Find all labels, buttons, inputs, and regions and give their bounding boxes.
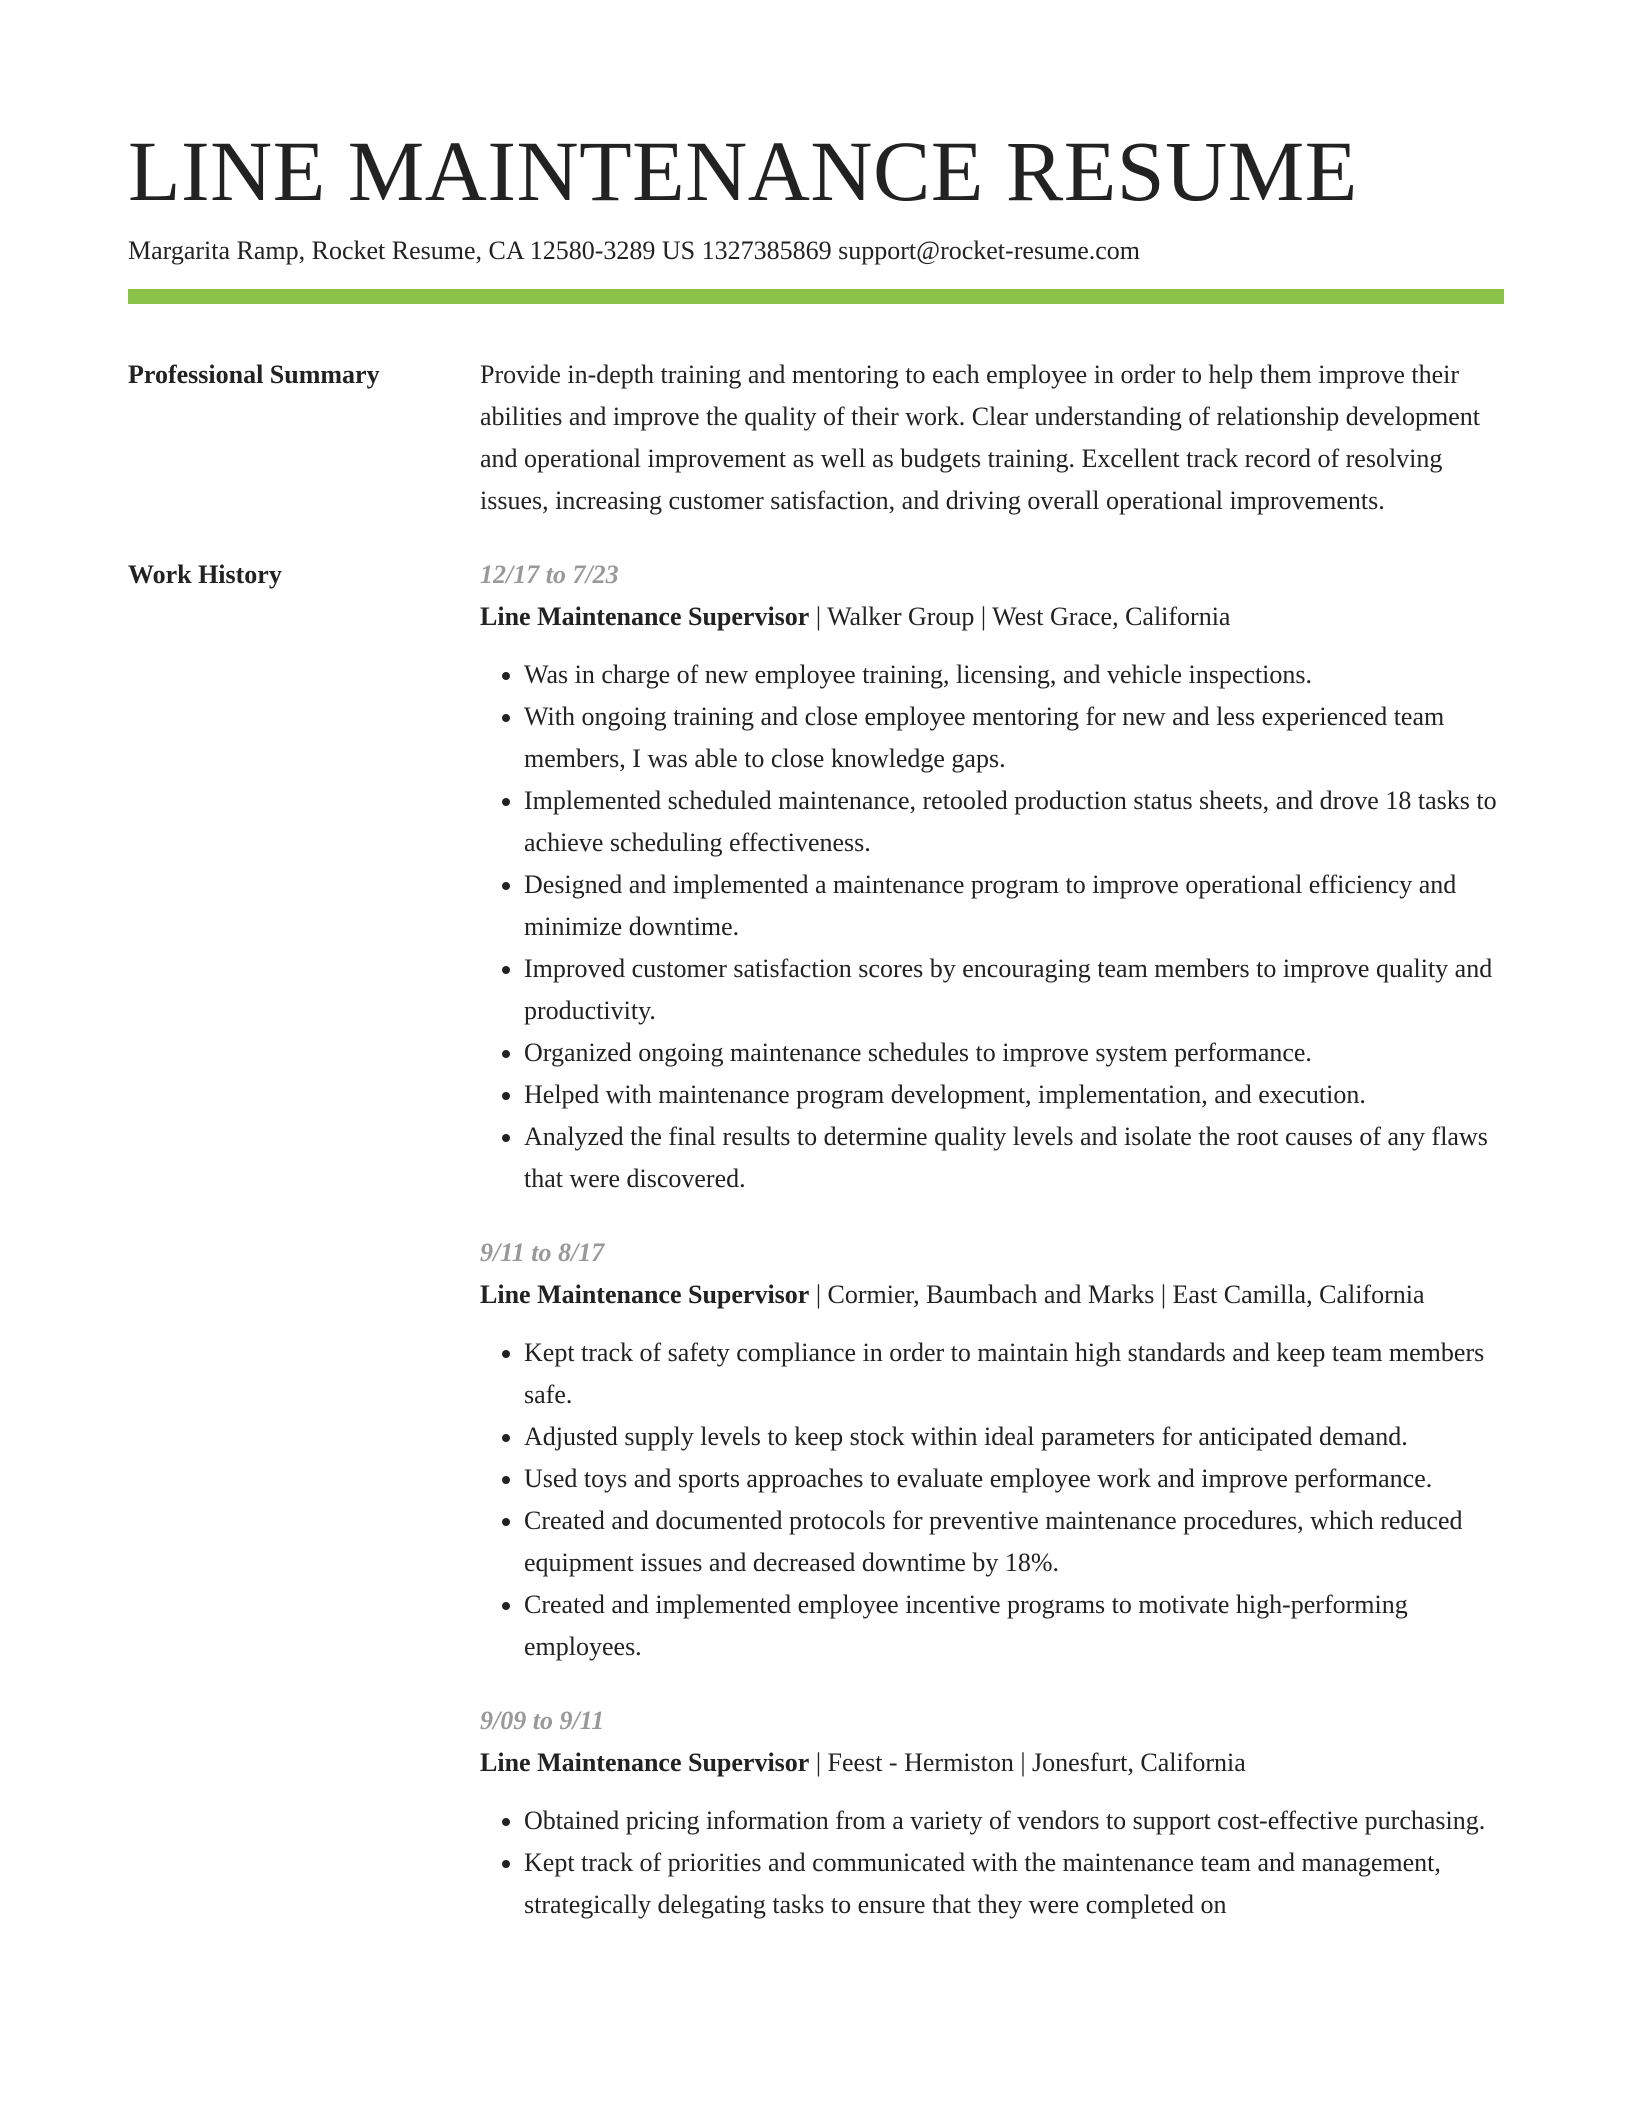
resume-page xyxy=(128,0,1504,1958)
job-bullet: • Was in charge of new employee training, licensing, and vehicle inspections. xyxy=(524,654,1504,696)
job-bullet: • Designed and implemented a maintenance program to improve operational efficiency and minimize downtime. xyxy=(524,864,1504,948)
job-bullet: • Kept track of safety compliance in order to maintain high standards and keep team members safe. xyxy=(524,1332,1504,1416)
job-bullet: • Organized ongoing maintenance schedules to improve system performance. xyxy=(524,1032,1504,1074)
job-heading xyxy=(480,596,1504,638)
job-dates: 9/09 to 9/11 xyxy=(480,1706,605,1735)
contact-line: Margarita Ramp, Rocket Resume, CA 12580-3289 US 1327385869 support@rocket-resume.com xyxy=(128,236,1141,265)
job-dates: 9/11 to 8/17 xyxy=(480,1238,605,1267)
job-details: | Walker Group | West Grace, California xyxy=(809,602,1231,631)
job-title: Line Maintenance Supervisor xyxy=(480,1748,810,1777)
section-label-summary: Professional Summary xyxy=(128,360,380,389)
job-bullet: • Obtained pricing information from a variety of vendors to support cost-effective purchasing. xyxy=(524,1800,1504,1842)
job-heading xyxy=(480,1274,1504,1316)
summary-body xyxy=(480,354,1504,522)
work-history-body xyxy=(480,554,1504,1958)
job-heading xyxy=(480,1742,1504,1784)
job-bullet-list xyxy=(480,1800,1504,1926)
job-details: | Cormier, Baumbach and Marks | East Camilla, California xyxy=(809,1280,1425,1309)
job-title: Line Maintenance Supervisor xyxy=(480,602,810,631)
resume-title: LINE MAINTENANCE RESUME xyxy=(128,123,1358,219)
job-entry xyxy=(480,554,1504,1200)
summary-text: Provide in-depth training and mentoring to each employee in order to help them improve their abilities and improve the quality of their work. Clear understanding of relationship development and operational improvement as well as budgets training. Excellent track record of resolving issues, increasing customer satisfaction, and driving overall operational improvements. xyxy=(480,360,1481,515)
job-entry xyxy=(480,1700,1504,1926)
job-dates: 12/17 to 7/23 xyxy=(480,560,619,589)
job-bullet-list xyxy=(480,1332,1504,1668)
section-label-work-history: Work History xyxy=(128,560,282,589)
job-bullet: • Created and documented protocols for preventive maintenance procedures, which reduced equipment issues and decreased downtime by 18%. xyxy=(524,1500,1504,1584)
job-bullet: • Analyzed the final results to determine quality levels and isolate the root causes of any flaws that were discovered. xyxy=(524,1116,1504,1200)
job-bullet: • Improved customer satisfaction scores by encouraging team members to improve quality and productivity. xyxy=(524,948,1504,1032)
job-entry xyxy=(480,1232,1504,1668)
job-bullet: • Helped with maintenance program development, implementation, and execution. xyxy=(524,1074,1504,1116)
job-bullet: • Implemented scheduled maintenance, retooled production status sheets, and drove 18 tasks to achieve scheduling effectiveness. xyxy=(524,780,1504,864)
job-bullet-list xyxy=(480,654,1504,1200)
header-divider xyxy=(128,289,1504,304)
job-bullet: • With ongoing training and close employee mentoring for new and less experienced team members, I was able to close knowledge gaps. xyxy=(524,696,1504,780)
job-bullet: • Adjusted supply levels to keep stock within ideal parameters for anticipated demand. xyxy=(524,1416,1504,1458)
job-bullet: • Used toys and sports approaches to evaluate employee work and improve performance. xyxy=(524,1458,1504,1500)
job-bullet: • Created and implemented employee incentive programs to motivate high-performing employees. xyxy=(524,1584,1504,1668)
job-title: Line Maintenance Supervisor xyxy=(480,1280,810,1309)
job-bullet: • Kept track of priorities and communicated with the maintenance team and management, strategically delegating tasks to ensure that they were completed on xyxy=(524,1842,1504,1926)
job-details: | Feest - Hermiston | Jonesfurt, California xyxy=(809,1748,1246,1777)
work-history-section xyxy=(128,554,1504,1958)
professional-summary-section xyxy=(128,354,1504,522)
